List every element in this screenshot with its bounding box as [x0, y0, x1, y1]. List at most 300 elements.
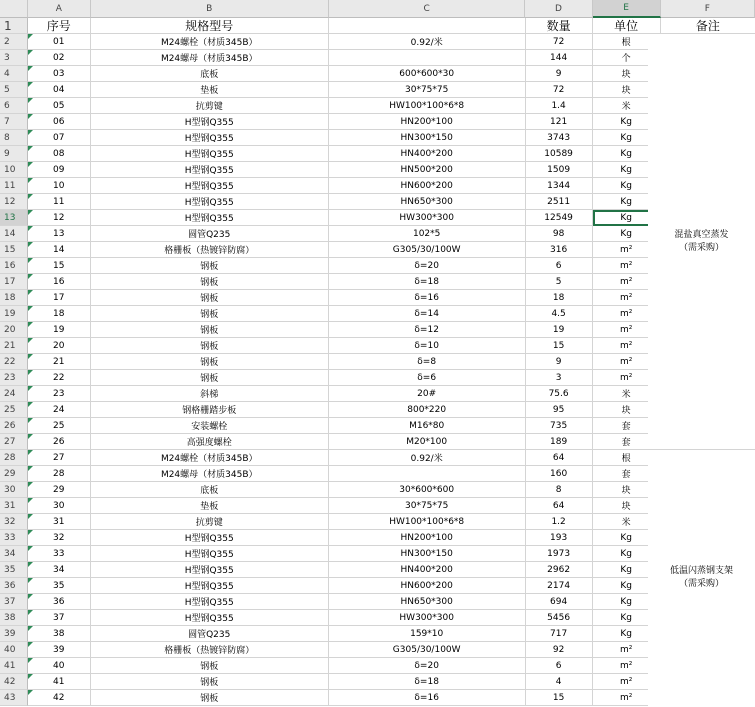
- cell-spec-name[interactable]: 钢板: [91, 290, 329, 306]
- table-row: [0, 194, 755, 210]
- cell-spec-name[interactable]: H型钢Q355: [91, 162, 329, 178]
- column-header-f[interactable]: F: [661, 0, 755, 18]
- cell-seq[interactable]: 16: [28, 274, 91, 290]
- cell-spec-name[interactable]: 钢板: [91, 322, 329, 338]
- row-number[interactable]: 38: [0, 610, 28, 626]
- table-row: [0, 434, 755, 450]
- cell-seq[interactable]: 07: [28, 130, 91, 146]
- column-header-d[interactable]: D: [525, 0, 592, 18]
- cell-spec-name[interactable]: H型钢Q355: [91, 578, 329, 594]
- table-row: [0, 658, 755, 674]
- cell-unit[interactable]: 根: [593, 450, 661, 466]
- cell-seq[interactable]: 09: [28, 162, 91, 178]
- row-number[interactable]: 40: [0, 642, 28, 658]
- table-row: [0, 498, 755, 514]
- row-number[interactable]: 20: [0, 322, 28, 338]
- cell-spec-size[interactable]: HN650*300: [329, 594, 526, 610]
- row-number[interactable]: 36: [0, 578, 28, 594]
- cell-quantity[interactable]: 1.4: [526, 98, 593, 114]
- remark-merged-cell[interactable]: [648, 34, 755, 450]
- cell-seq[interactable]: 42: [28, 690, 91, 706]
- cell-quantity[interactable]: 92: [526, 642, 593, 658]
- cell-quantity[interactable]: 64: [526, 450, 593, 466]
- cell-seq[interactable]: 06: [28, 114, 91, 130]
- cell-quantity[interactable]: 72: [526, 82, 593, 98]
- column-header-a[interactable]: A: [28, 0, 91, 18]
- cell-unit[interactable]: Kg: [593, 162, 661, 178]
- cell-seq[interactable]: 11: [28, 194, 91, 210]
- cell-spec-size[interactable]: 800*220: [329, 402, 526, 418]
- cell-spec-name[interactable]: 圆管Q235: [91, 626, 329, 642]
- cell-quantity[interactable]: 144: [526, 50, 593, 66]
- table-row: [0, 98, 755, 114]
- cell-unit[interactable]: 套: [593, 466, 661, 482]
- row-number[interactable]: 12: [0, 194, 28, 210]
- cell-spec-size[interactable]: M20*100: [329, 434, 526, 450]
- cell-quantity[interactable]: 18: [526, 290, 593, 306]
- cell-spec-size[interactable]: HN200*100: [329, 114, 526, 130]
- cell-quantity[interactable]: 193: [526, 530, 593, 546]
- cell-spec-size[interactable]: δ=18: [329, 274, 526, 290]
- cell-spec-size[interactable]: δ=14: [329, 306, 526, 322]
- cell-seq[interactable]: 38: [28, 626, 91, 642]
- row-number[interactable]: 4: [0, 66, 28, 82]
- cell-spec-name[interactable]: 钢板: [91, 690, 329, 706]
- cell-spec-size[interactable]: HN400*200: [329, 146, 526, 162]
- row-number[interactable]: 8: [0, 130, 28, 146]
- cell-spec-name[interactable]: H型钢Q355: [91, 530, 329, 546]
- table-row: [0, 594, 755, 610]
- table-row: [0, 642, 755, 658]
- cell-spec-name[interactable]: 钢板: [91, 658, 329, 674]
- cell-spec-name[interactable]: 垫板: [91, 498, 329, 514]
- table-row: [0, 322, 755, 338]
- cell-spec-size[interactable]: 102*5: [329, 226, 526, 242]
- cell-unit[interactable]: m²: [593, 658, 661, 674]
- cell-quantity[interactable]: 2962: [526, 562, 593, 578]
- cell-seq[interactable]: 14: [28, 242, 91, 258]
- cell-spec-name[interactable]: 安装螺栓: [91, 418, 329, 434]
- column-header-b[interactable]: B: [91, 0, 329, 18]
- cell-spec-name[interactable]: M24螺母（材质345B）: [91, 466, 329, 482]
- cell-unit[interactable]: Kg: [593, 210, 661, 226]
- row-number[interactable]: 35: [0, 562, 28, 578]
- cell-spec-size[interactable]: δ=10: [329, 338, 526, 354]
- row-number[interactable]: 21: [0, 338, 28, 354]
- cell-quantity[interactable]: 8: [526, 482, 593, 498]
- cell-spec-name[interactable]: 斜梯: [91, 386, 329, 402]
- cell-spec-size[interactable]: δ=16: [329, 690, 526, 706]
- cell-unit[interactable]: m²: [593, 674, 661, 690]
- row-number[interactable]: 5: [0, 82, 28, 98]
- cell-quantity[interactable]: 9: [526, 66, 593, 82]
- cell-spec-size[interactable]: HN400*200: [329, 562, 526, 578]
- table-row: [0, 146, 755, 162]
- cell-unit[interactable]: m²: [593, 242, 661, 258]
- cell-quantity[interactable]: 1344: [526, 178, 593, 194]
- cell-spec-size[interactable]: HN600*200: [329, 178, 526, 194]
- row-number[interactable]: 10: [0, 162, 28, 178]
- cell-quantity[interactable]: 160: [526, 466, 593, 482]
- cell-spec-name[interactable]: H型钢Q355: [91, 146, 329, 162]
- cell-seq[interactable]: 33: [28, 546, 91, 562]
- row-number[interactable]: 2: [0, 34, 28, 50]
- cell-spec-size[interactable]: HN300*150: [329, 546, 526, 562]
- table-row: [0, 34, 755, 50]
- cell-spec-name[interactable]: 抗剪键: [91, 514, 329, 530]
- cell-spec-name[interactable]: 钢板: [91, 274, 329, 290]
- cell-unit[interactable]: m²: [593, 274, 661, 290]
- cell-quantity[interactable]: 694: [526, 594, 593, 610]
- cell-quantity[interactable]: 12549: [526, 210, 593, 226]
- row-number[interactable]: 14: [0, 226, 28, 242]
- cell-spec-size[interactable]: HW100*100*6*8: [329, 514, 526, 530]
- header-cell-b[interactable]: 规格型号: [91, 18, 329, 34]
- table-row: [0, 226, 755, 242]
- cell-seq[interactable]: 34: [28, 562, 91, 578]
- cell-spec-name[interactable]: 钢板: [91, 306, 329, 322]
- cell-spec-name[interactable]: 钢板: [91, 354, 329, 370]
- row-number[interactable]: 28: [0, 450, 28, 466]
- cell-unit[interactable]: 套: [593, 418, 661, 434]
- cell-seq[interactable]: 37: [28, 610, 91, 626]
- row-number[interactable]: 11: [0, 178, 28, 194]
- cell-unit[interactable]: m²: [593, 642, 661, 658]
- cell-quantity[interactable]: 95: [526, 402, 593, 418]
- cell-seq[interactable]: 20: [28, 338, 91, 354]
- cell-unit[interactable]: 块: [593, 482, 661, 498]
- cell-spec-size[interactable]: δ=8: [329, 354, 526, 370]
- cell-spec-name[interactable]: 格栅板（热镀锌防腐）: [91, 642, 329, 658]
- cell-unit[interactable]: Kg: [593, 578, 661, 594]
- cell-seq[interactable]: 18: [28, 306, 91, 322]
- cell-unit[interactable]: m²: [593, 322, 661, 338]
- cell-unit[interactable]: 块: [593, 82, 661, 98]
- remark-merged-cell[interactable]: [648, 450, 755, 706]
- row-number[interactable]: 16: [0, 258, 28, 274]
- cell-seq[interactable]: 30: [28, 498, 91, 514]
- cell-spec-size[interactable]: 30*75*75: [329, 82, 526, 98]
- cell-unit[interactable]: Kg: [593, 610, 661, 626]
- cell-unit[interactable]: m²: [593, 370, 661, 386]
- cell-seq[interactable]: 40: [28, 658, 91, 674]
- row-number[interactable]: 22: [0, 354, 28, 370]
- cell-spec-name[interactable]: 钢板: [91, 674, 329, 690]
- cell-spec-name[interactable]: H型钢Q355: [91, 610, 329, 626]
- column-header-e[interactable]: E: [593, 0, 661, 18]
- cell-quantity[interactable]: 9: [526, 354, 593, 370]
- cell-unit[interactable]: 米: [593, 514, 661, 530]
- row-number[interactable]: 1: [0, 18, 28, 34]
- cell-quantity[interactable]: 5: [526, 274, 593, 290]
- cell-seq[interactable]: 04: [28, 82, 91, 98]
- cell-quantity[interactable]: 735: [526, 418, 593, 434]
- cell-spec-name[interactable]: H型钢Q355: [91, 546, 329, 562]
- cell-spec-size[interactable]: δ=6: [329, 370, 526, 386]
- cell-seq[interactable]: 22: [28, 370, 91, 386]
- cell-quantity[interactable]: 64: [526, 498, 593, 514]
- header-cell-a[interactable]: 序号: [28, 18, 91, 34]
- cell-spec-size[interactable]: HW300*300: [329, 210, 526, 226]
- row-number[interactable]: 33: [0, 530, 28, 546]
- cell-spec-size[interactable]: δ=18: [329, 674, 526, 690]
- cell-quantity[interactable]: 72: [526, 34, 593, 50]
- row-number[interactable]: 39: [0, 626, 28, 642]
- cell-unit[interactable]: m²: [593, 258, 661, 274]
- table-row: [0, 418, 755, 434]
- row-number[interactable]: 6: [0, 98, 28, 114]
- cell-spec-size[interactable]: [329, 466, 526, 482]
- row-number[interactable]: 19: [0, 306, 28, 322]
- cell-spec-size[interactable]: 600*600*30: [329, 66, 526, 82]
- cell-unit[interactable]: m²: [593, 690, 661, 706]
- cell-spec-size[interactable]: δ=20: [329, 658, 526, 674]
- cell-seq[interactable]: 02: [28, 50, 91, 66]
- row-number[interactable]: 29: [0, 466, 28, 482]
- table-row: [0, 690, 755, 706]
- table-row: [0, 66, 755, 82]
- cell-seq[interactable]: 19: [28, 322, 91, 338]
- cell-seq[interactable]: 39: [28, 642, 91, 658]
- cell-unit[interactable]: Kg: [593, 626, 661, 642]
- cell-quantity[interactable]: 4.5: [526, 306, 593, 322]
- cell-spec-name[interactable]: H型钢Q355: [91, 562, 329, 578]
- cell-seq[interactable]: 28: [28, 466, 91, 482]
- cell-quantity[interactable]: 4: [526, 674, 593, 690]
- cell-seq[interactable]: 32: [28, 530, 91, 546]
- cell-unit[interactable]: Kg: [593, 226, 661, 242]
- cell-spec-size[interactable]: HN300*150: [329, 130, 526, 146]
- row-number[interactable]: 42: [0, 674, 28, 690]
- table-row: [0, 130, 755, 146]
- cell-seq[interactable]: 23: [28, 386, 91, 402]
- cell-spec-size[interactable]: 0.92/米: [329, 34, 526, 50]
- cell-quantity[interactable]: 316: [526, 242, 593, 258]
- table-row: [0, 210, 755, 226]
- table-row: [0, 82, 755, 98]
- cell-spec-size[interactable]: 159*10: [329, 626, 526, 642]
- cell-seq[interactable]: 12: [28, 210, 91, 226]
- cell-unit[interactable]: m²: [593, 290, 661, 306]
- cell-spec-name[interactable]: H型钢Q355: [91, 210, 329, 226]
- table-row: [0, 674, 755, 690]
- cell-seq[interactable]: 01: [28, 34, 91, 50]
- row-number[interactable]: 32: [0, 514, 28, 530]
- cell-spec-size[interactable]: δ=12: [329, 322, 526, 338]
- cell-spec-name[interactable]: H型钢Q355: [91, 594, 329, 610]
- cell-spec-size[interactable]: 0.92/米: [329, 450, 526, 466]
- cell-spec-name[interactable]: 底板: [91, 66, 329, 82]
- cell-unit[interactable]: Kg: [593, 130, 661, 146]
- cell-quantity[interactable]: 6: [526, 258, 593, 274]
- cell-seq[interactable]: 24: [28, 402, 91, 418]
- table-row: [0, 530, 755, 546]
- cell-quantity[interactable]: 6: [526, 658, 593, 674]
- cell-quantity[interactable]: 75.6: [526, 386, 593, 402]
- cell-unit[interactable]: 米: [593, 98, 661, 114]
- cell-quantity[interactable]: 189: [526, 434, 593, 450]
- cell-quantity[interactable]: 19: [526, 322, 593, 338]
- row-number[interactable]: 18: [0, 290, 28, 306]
- cell-seq[interactable]: 36: [28, 594, 91, 610]
- header-cell-c[interactable]: [329, 18, 526, 34]
- cell-spec-name[interactable]: 格栅板（热镀锌防腐）: [91, 242, 329, 258]
- header-cell-e[interactable]: 单位: [593, 18, 661, 34]
- row-number[interactable]: 17: [0, 274, 28, 290]
- cell-spec-name[interactable]: M24螺栓（材质345B）: [91, 34, 329, 50]
- cell-quantity[interactable]: 2174: [526, 578, 593, 594]
- cell-seq[interactable]: 13: [28, 226, 91, 242]
- cell-spec-size[interactable]: HW100*100*6*8: [329, 98, 526, 114]
- cell-seq[interactable]: 29: [28, 482, 91, 498]
- row-number[interactable]: 13: [0, 210, 28, 226]
- cell-spec-size[interactable]: HN200*100: [329, 530, 526, 546]
- cell-unit[interactable]: Kg: [593, 146, 661, 162]
- cell-unit[interactable]: 根: [593, 34, 661, 50]
- row-number[interactable]: 7: [0, 114, 28, 130]
- cell-unit[interactable]: 米: [593, 386, 661, 402]
- table-row: [0, 610, 755, 626]
- cell-unit[interactable]: 个: [593, 50, 661, 66]
- cell-unit[interactable]: m²: [593, 354, 661, 370]
- cell-spec-size[interactable]: HN500*200: [329, 162, 526, 178]
- cell-spec-name[interactable]: M24螺母（材质345B）: [91, 50, 329, 66]
- row-number[interactable]: 43: [0, 690, 28, 706]
- cell-quantity[interactable]: 5456: [526, 610, 593, 626]
- cell-seq[interactable]: 17: [28, 290, 91, 306]
- cell-spec-size[interactable]: [329, 50, 526, 66]
- cell-spec-name[interactable]: 钢板: [91, 338, 329, 354]
- cell-spec-size[interactable]: δ=16: [329, 290, 526, 306]
- row-number[interactable]: 34: [0, 546, 28, 562]
- cell-quantity[interactable]: 121: [526, 114, 593, 130]
- row-number[interactable]: 41: [0, 658, 28, 674]
- cell-spec-size[interactable]: HN600*200: [329, 578, 526, 594]
- remark-text: 混盐真空蒸发: [674, 229, 729, 240]
- table-row: [0, 50, 755, 66]
- cell-unit[interactable]: m²: [593, 306, 661, 322]
- table-row: [0, 258, 755, 274]
- cell-unit[interactable]: m²: [593, 338, 661, 354]
- row-number[interactable]: 26: [0, 418, 28, 434]
- cell-quantity[interactable]: 1973: [526, 546, 593, 562]
- cell-unit[interactable]: 套: [593, 434, 661, 450]
- row-number[interactable]: 9: [0, 146, 28, 162]
- row-number[interactable]: 23: [0, 370, 28, 386]
- cell-unit[interactable]: Kg: [593, 194, 661, 210]
- cell-spec-size[interactable]: 20#: [329, 386, 526, 402]
- cell-spec-name[interactable]: 垫板: [91, 82, 329, 98]
- cell-spec-size[interactable]: HW300*300: [329, 610, 526, 626]
- cell-seq[interactable]: 08: [28, 146, 91, 162]
- cell-spec-size[interactable]: 30*75*75: [329, 498, 526, 514]
- table-row: [0, 354, 755, 370]
- cell-seq[interactable]: 15: [28, 258, 91, 274]
- cell-spec-size[interactable]: M16*80: [329, 418, 526, 434]
- table-row: [0, 578, 755, 594]
- row-number[interactable]: 25: [0, 402, 28, 418]
- cell-spec-size[interactable]: δ=20: [329, 258, 526, 274]
- cell-quantity[interactable]: 15: [526, 338, 593, 354]
- cell-seq[interactable]: 03: [28, 66, 91, 82]
- cell-spec-size[interactable]: G305/30/100W: [329, 242, 526, 258]
- cell-quantity[interactable]: 3: [526, 370, 593, 386]
- cell-spec-name[interactable]: 钢板: [91, 370, 329, 386]
- cell-spec-name[interactable]: H型钢Q355: [91, 194, 329, 210]
- cell-quantity[interactable]: 15: [526, 690, 593, 706]
- cell-unit[interactable]: 块: [593, 66, 661, 82]
- cell-seq[interactable]: 25: [28, 418, 91, 434]
- cell-seq[interactable]: 05: [28, 98, 91, 114]
- cell-quantity[interactable]: 717: [526, 626, 593, 642]
- cell-spec-name[interactable]: 底板: [91, 482, 329, 498]
- row-number[interactable]: 15: [0, 242, 28, 258]
- cell-spec-name[interactable]: 圆管Q235: [91, 226, 329, 242]
- row-number[interactable]: 37: [0, 594, 28, 610]
- cell-unit[interactable]: Kg: [593, 562, 661, 578]
- cell-seq[interactable]: 35: [28, 578, 91, 594]
- cell-quantity[interactable]: 98: [526, 226, 593, 242]
- header-cell-d[interactable]: 数量: [526, 18, 593, 34]
- column-header-row: [0, 0, 755, 18]
- cell-unit[interactable]: Kg: [593, 178, 661, 194]
- table-row: [0, 562, 755, 578]
- cell-seq[interactable]: 31: [28, 514, 91, 530]
- row-number[interactable]: 24: [0, 386, 28, 402]
- table-row: [0, 178, 755, 194]
- cell-spec-name[interactable]: 钢格栅踏步板: [91, 402, 329, 418]
- column-header-c[interactable]: C: [329, 0, 526, 18]
- cell-spec-name[interactable]: H型钢Q355: [91, 130, 329, 146]
- cell-quantity[interactable]: 2511: [526, 194, 593, 210]
- cell-unit[interactable]: Kg: [593, 594, 661, 610]
- cell-unit[interactable]: 块: [593, 498, 661, 514]
- cell-spec-size[interactable]: G305/30/100W: [329, 642, 526, 658]
- cell-seq[interactable]: 21: [28, 354, 91, 370]
- row-number[interactable]: 3: [0, 50, 28, 66]
- cell-unit[interactable]: Kg: [593, 546, 661, 562]
- table-row: [0, 306, 755, 322]
- cell-spec-name[interactable]: 高强度螺栓: [91, 434, 329, 450]
- table-row: [0, 370, 755, 386]
- cell-spec-name[interactable]: 钢板: [91, 258, 329, 274]
- header-cell-f[interactable]: 备注: [661, 18, 755, 34]
- row-number[interactable]: 31: [0, 498, 28, 514]
- cell-spec-name[interactable]: M24螺栓（材质345B）: [91, 450, 329, 466]
- select-all-corner[interactable]: [0, 0, 28, 18]
- cell-seq[interactable]: 27: [28, 450, 91, 466]
- cell-spec-size[interactable]: 30*600*600: [329, 482, 526, 498]
- cell-spec-name[interactable]: H型钢Q355: [91, 178, 329, 194]
- cell-spec-size[interactable]: HN650*300: [329, 194, 526, 210]
- row-number[interactable]: 27: [0, 434, 28, 450]
- cell-unit[interactable]: Kg: [593, 530, 661, 546]
- cell-seq[interactable]: 41: [28, 674, 91, 690]
- cell-spec-name[interactable]: 抗剪键: [91, 98, 329, 114]
- cell-unit[interactable]: 块: [593, 402, 661, 418]
- cell-quantity[interactable]: 10589: [526, 146, 593, 162]
- table-row: [0, 402, 755, 418]
- cell-seq[interactable]: 26: [28, 434, 91, 450]
- cell-quantity[interactable]: 1.2: [526, 514, 593, 530]
- row-number[interactable]: 30: [0, 482, 28, 498]
- cell-quantity[interactable]: 3743: [526, 130, 593, 146]
- table-row: [0, 482, 755, 498]
- cell-seq[interactable]: 10: [28, 178, 91, 194]
- cell-unit[interactable]: Kg: [593, 114, 661, 130]
- cell-spec-name[interactable]: H型钢Q355: [91, 114, 329, 130]
- cell-quantity[interactable]: 1509: [526, 162, 593, 178]
